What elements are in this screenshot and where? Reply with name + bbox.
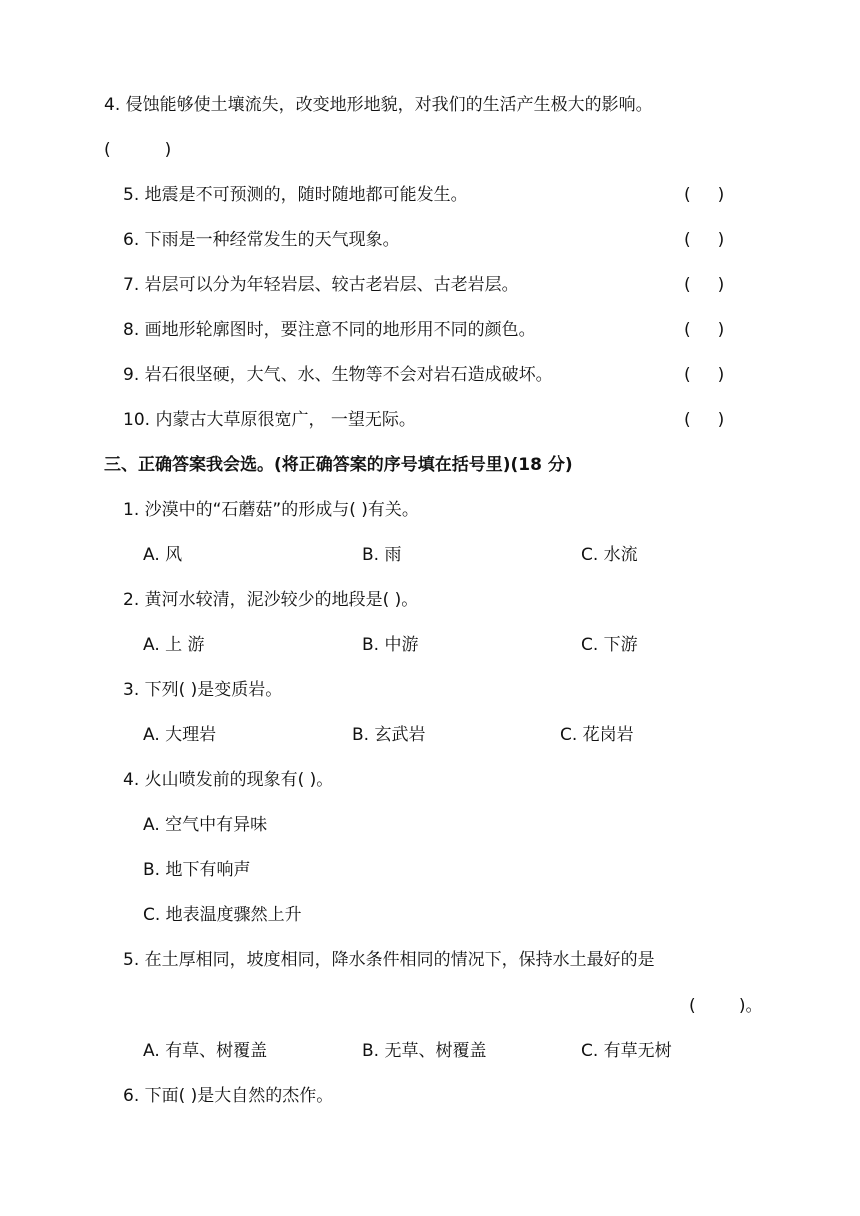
option-3-a[interactable]: A. 大理岩 bbox=[143, 725, 217, 745]
answer-paren-judge-4[interactable]: ( ) bbox=[104, 140, 172, 160]
option-1-c[interactable]: C. 水流 bbox=[581, 545, 638, 565]
option-5-b[interactable]: B. 无草、树覆盖 bbox=[362, 1041, 487, 1061]
option-1-b[interactable]: B. 雨 bbox=[362, 545, 402, 565]
answer-paren-judge-9[interactable]: ( ) bbox=[684, 365, 725, 385]
answer-paren-judge-7[interactable]: ( ) bbox=[684, 275, 725, 295]
question-judge-5: 5. 地震是不可预测的，随时随地都可能发生。 bbox=[123, 185, 468, 205]
option-4-a[interactable]: A. 空气中有异味 bbox=[143, 815, 268, 835]
section-heading-choice: 三、正确答案我会选。(将正确答案的序号填在括号里)(18 分) bbox=[104, 455, 573, 475]
question-choice-4: 4. 火山喷发前的现象有( )。 bbox=[123, 770, 334, 790]
option-2-a[interactable]: A. 上 游 bbox=[143, 635, 205, 655]
option-4-c[interactable]: C. 地表温度骤然上升 bbox=[143, 905, 302, 925]
option-4-b[interactable]: B. 地下有响声 bbox=[143, 860, 251, 880]
option-5-a[interactable]: A. 有草、树覆盖 bbox=[143, 1041, 268, 1061]
option-5-c[interactable]: C. 有草无树 bbox=[581, 1041, 672, 1061]
question-choice-2: 2. 黄河水较清，泥沙较少的地段是( )。 bbox=[123, 590, 419, 610]
option-1-a[interactable]: A. 风 bbox=[143, 545, 183, 565]
option-3-b[interactable]: B. 玄武岩 bbox=[352, 725, 426, 745]
question-choice-1: 1. 沙漠中的“石蘑菇”的形成与( )有关。 bbox=[123, 500, 419, 520]
question-judge-10: 10. 内蒙古大草原很宽广， 一望无际。 bbox=[123, 410, 416, 430]
answer-paren-judge-5[interactable]: ( ) bbox=[684, 185, 725, 205]
question-judge-6: 6. 下雨是一种经常发生的天气现象。 bbox=[123, 230, 400, 250]
question-choice-6: 6. 下面( )是大自然的杰作。 bbox=[123, 1086, 334, 1106]
option-2-c[interactable]: C. 下游 bbox=[581, 635, 638, 655]
question-choice-3: 3. 下列( )是变质岩。 bbox=[123, 680, 283, 700]
answer-paren-judge-8[interactable]: ( ) bbox=[684, 320, 725, 340]
answer-paren-judge-10[interactable]: ( ) bbox=[684, 410, 725, 430]
question-judge-7: 7. 岩层可以分为年轻岩层、较古老岩层、古老岩层。 bbox=[123, 275, 519, 295]
answer-paren-choice-5[interactable]: ( )。 bbox=[689, 996, 763, 1016]
question-judge-9: 9. 岩石很坚硬，大气、水、生物等不会对岩石造成破坏。 bbox=[123, 365, 553, 385]
question-judge-4: 4. 侵蚀能够使土壤流失，改变地形地貌，对我们的生活产生极大的影响。 bbox=[104, 95, 653, 115]
option-3-c[interactable]: C. 花岗岩 bbox=[560, 725, 634, 745]
answer-paren-judge-6[interactable]: ( ) bbox=[684, 230, 725, 250]
option-2-b[interactable]: B. 中游 bbox=[362, 635, 419, 655]
question-judge-8: 8. 画地形轮廓图时，要注意不同的地形用不同的颜色。 bbox=[123, 320, 536, 340]
question-choice-5: 5. 在土厚相同，坡度相同，降水条件相同的情况下，保持水土最好的是 bbox=[123, 950, 655, 970]
